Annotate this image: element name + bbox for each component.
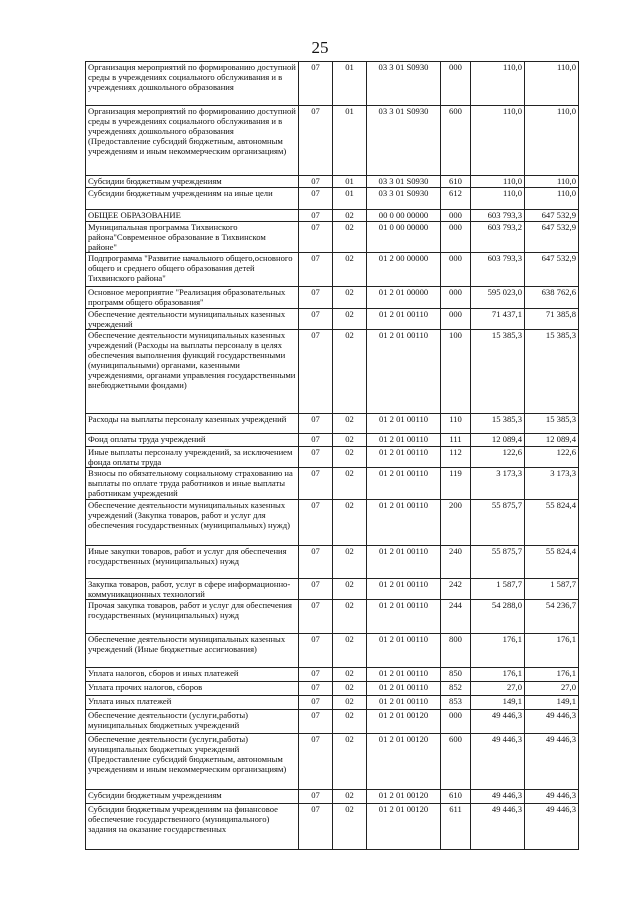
row-name: Уплата налогов, сборов и иных платежей <box>86 668 299 682</box>
row-name: Организация мероприятий по формированию доступной среды в учреждениях социального обслуживания и в учреждениях дошкольного образования <box>86 62 299 106</box>
row-target-item: 01 2 01 00110 <box>367 500 441 546</box>
row-amount-1: 110,0 <box>471 62 525 106</box>
row-amount-1: 49 446,3 <box>471 734 525 790</box>
row-section: 07 <box>299 210 333 222</box>
row-amount-1: 15 385,3 <box>471 330 525 414</box>
row-subsection: 02 <box>333 447 367 468</box>
row-target-item: 01 2 01 00110 <box>367 682 441 696</box>
table-row <box>86 434 579 447</box>
row-expense-type: 200 <box>441 500 471 546</box>
row-expense-type: 244 <box>441 600 471 634</box>
row-target-item: 01 2 01 00000 <box>367 287 441 309</box>
row-section: 07 <box>299 600 333 634</box>
row-subsection: 02 <box>333 710 367 734</box>
row-target-item: 01 2 01 00120 <box>367 790 441 804</box>
row-subsection: 02 <box>333 434 367 447</box>
row-expense-type: 611 <box>441 804 471 850</box>
row-amount-2: 176,1 <box>525 634 579 668</box>
row-target-item: 01 2 01 00110 <box>367 447 441 468</box>
row-name: Обеспечение деятельности муниципальных казенных учреждений (Иные бюджетные ассигнования) <box>86 634 299 668</box>
row-amount-1: 71 437,1 <box>471 309 525 330</box>
row-target-item: 01 2 01 00110 <box>367 546 441 579</box>
row-target-item: 01 2 01 00110 <box>367 468 441 500</box>
row-name: Основное мероприятие "Реализация образовательных программ общего образования" <box>86 287 299 309</box>
row-subsection: 02 <box>333 330 367 414</box>
row-name: Иные выплаты персоналу учреждений, за исключением фонда оплаты труда <box>86 447 299 468</box>
table-row <box>86 734 579 790</box>
row-subsection: 01 <box>333 62 367 106</box>
row-expense-type: 110 <box>441 414 471 434</box>
row-name: Обеспечение деятельности муниципальных казенных учреждений <box>86 309 299 330</box>
row-subsection: 02 <box>333 309 367 330</box>
row-subsection: 02 <box>333 253 367 287</box>
row-amount-2: 12 089,4 <box>525 434 579 447</box>
row-subsection: 02 <box>333 287 367 309</box>
row-target-item: 01 2 01 00120 <box>367 734 441 790</box>
row-expense-type: 612 <box>441 188 471 210</box>
row-amount-1: 49 446,3 <box>471 710 525 734</box>
row-subsection: 02 <box>333 579 367 600</box>
row-amount-2: 647 532,9 <box>525 253 579 287</box>
row-subsection: 02 <box>333 790 367 804</box>
row-subsection: 02 <box>333 222 367 253</box>
table-row <box>86 222 579 253</box>
row-amount-2: 49 446,3 <box>525 790 579 804</box>
row-amount-2: 49 446,3 <box>525 804 579 850</box>
table-row <box>86 176 579 188</box>
table-row <box>86 468 579 500</box>
row-section: 07 <box>299 447 333 468</box>
row-target-item: 03 3 01 S0930 <box>367 176 441 188</box>
row-target-item: 01 2 01 00110 <box>367 330 441 414</box>
row-amount-2: 55 824,4 <box>525 500 579 546</box>
row-section: 07 <box>299 790 333 804</box>
table-row <box>86 253 579 287</box>
row-target-item: 01 2 01 00110 <box>367 579 441 600</box>
table-row <box>86 500 579 546</box>
row-section: 07 <box>299 546 333 579</box>
row-subsection: 02 <box>333 734 367 790</box>
table-row <box>86 62 579 106</box>
row-amount-2: 3 173,3 <box>525 468 579 500</box>
row-amount-1: 603 793,3 <box>471 210 525 222</box>
row-target-item: 00 0 00 00000 <box>367 210 441 222</box>
row-amount-2: 110,0 <box>525 188 579 210</box>
table-row <box>86 696 579 710</box>
row-name: Субсидии бюджетным учреждениям на финансовое обеспечение государственного (муниципального) задания на оказание государственных <box>86 804 299 850</box>
row-expense-type: 000 <box>441 222 471 253</box>
row-amount-1: 110,0 <box>471 106 525 176</box>
row-section: 07 <box>299 188 333 210</box>
row-amount-1: 15 385,3 <box>471 414 525 434</box>
row-section: 07 <box>299 287 333 309</box>
row-target-item: 03 3 01 S0930 <box>367 106 441 176</box>
row-expense-type: 610 <box>441 176 471 188</box>
row-amount-1: 110,0 <box>471 188 525 210</box>
table-row <box>86 682 579 696</box>
row-section: 07 <box>299 500 333 546</box>
row-name: ОБЩЕЕ ОБРАЗОВАНИЕ <box>86 210 299 222</box>
row-subsection: 02 <box>333 634 367 668</box>
row-target-item: 01 2 01 00110 <box>367 668 441 682</box>
row-expense-type: 850 <box>441 668 471 682</box>
row-amount-2: 176,1 <box>525 668 579 682</box>
row-name: Подпрограмма "Развитие начального общего,основного общего и среднего общего образования детей Тихвинского района" <box>86 253 299 287</box>
row-expense-type: 111 <box>441 434 471 447</box>
row-section: 07 <box>299 434 333 447</box>
row-subsection: 02 <box>333 600 367 634</box>
row-target-item: 01 2 01 00120 <box>367 710 441 734</box>
page-number: 25 <box>311 38 329 57</box>
row-target-item: 01 2 01 00110 <box>367 309 441 330</box>
row-target-item: 03 3 01 S0930 <box>367 62 441 106</box>
row-name: Муниципальная программа Тихвинского района"Современное образование в Тихвинском районе" <box>86 222 299 253</box>
row-section: 07 <box>299 222 333 253</box>
row-expense-type: 119 <box>441 468 471 500</box>
row-name: Взносы по обязательному социальному страхованию на выплаты по оплате труда работников и иные выплаты работникам учреждений <box>86 468 299 500</box>
table-row <box>86 106 579 176</box>
row-amount-1: 49 446,3 <box>471 790 525 804</box>
row-section: 07 <box>299 710 333 734</box>
row-amount-2: 1 587,7 <box>525 579 579 600</box>
row-amount-2: 27,0 <box>525 682 579 696</box>
row-subsection: 02 <box>333 546 367 579</box>
row-name: Субсидии бюджетным учреждениям <box>86 176 299 188</box>
row-subsection: 02 <box>333 668 367 682</box>
row-section: 07 <box>299 668 333 682</box>
row-expense-type: 853 <box>441 696 471 710</box>
row-section: 07 <box>299 579 333 600</box>
row-amount-2: 647 532,9 <box>525 210 579 222</box>
row-amount-1: 603 793,2 <box>471 222 525 253</box>
row-target-item: 01 2 01 00110 <box>367 634 441 668</box>
row-amount-2: 110,0 <box>525 106 579 176</box>
table-row <box>86 804 579 850</box>
row-amount-2: 71 385,8 <box>525 309 579 330</box>
row-name: Уплата иных платежей <box>86 696 299 710</box>
row-name: Иные закупки товаров, работ и услуг для обеспечения государственных (муниципальных) нужд <box>86 546 299 579</box>
table-row <box>86 309 579 330</box>
row-expense-type: 000 <box>441 287 471 309</box>
row-name: Прочая закупка товаров, работ и услуг для обеспечения государственных (муниципальных) нужд <box>86 600 299 634</box>
row-expense-type: 800 <box>441 634 471 668</box>
row-section: 07 <box>299 804 333 850</box>
row-subsection: 02 <box>333 500 367 546</box>
budget-table <box>85 61 579 850</box>
row-amount-1: 110,0 <box>471 176 525 188</box>
row-name: Фонд оплаты труда учреждений <box>86 434 299 447</box>
row-section: 07 <box>299 682 333 696</box>
row-target-item: 01 2 01 00120 <box>367 804 441 850</box>
row-amount-1: 49 446,3 <box>471 804 525 850</box>
row-expense-type: 000 <box>441 210 471 222</box>
row-amount-2: 55 824,4 <box>525 546 579 579</box>
row-amount-2: 110,0 <box>525 176 579 188</box>
row-section: 07 <box>299 468 333 500</box>
row-amount-1: 603 793,3 <box>471 253 525 287</box>
table-row <box>86 188 579 210</box>
row-amount-1: 55 875,7 <box>471 546 525 579</box>
row-expense-type: 100 <box>441 330 471 414</box>
row-section: 07 <box>299 634 333 668</box>
row-amount-1: 176,1 <box>471 668 525 682</box>
row-expense-type: 112 <box>441 447 471 468</box>
row-name: Обеспечение деятельности муниципальных казенных учреждений (Расходы на выплаты персоналу в целях обеспечения выполнения функций государственными (муниципальными) органами, казенными учреждениями, органами управления государственными внебюджетными фондами) <box>86 330 299 414</box>
row-amount-1: 176,1 <box>471 634 525 668</box>
row-amount-1: 54 288,0 <box>471 600 525 634</box>
row-target-item: 01 2 01 00110 <box>367 600 441 634</box>
row-expense-type: 000 <box>441 62 471 106</box>
row-amount-1: 1 587,7 <box>471 579 525 600</box>
row-target-item: 01 2 00 00000 <box>367 253 441 287</box>
table-row <box>86 668 579 682</box>
row-amount-1: 12 089,4 <box>471 434 525 447</box>
row-target-item: 01 0 00 00000 <box>367 222 441 253</box>
row-section: 07 <box>299 62 333 106</box>
row-section: 07 <box>299 106 333 176</box>
row-subsection: 02 <box>333 414 367 434</box>
table-row <box>86 710 579 734</box>
row-name: Организация мероприятий по формированию доступной среды в учреждениях социального обслуживания и в учреждениях дошкольного образования (Предоставление субсидий бюджетным, автономным учреждениям и иным некоммерческим организациям) <box>86 106 299 176</box>
row-amount-2: 110,0 <box>525 62 579 106</box>
row-name: Обеспечение деятельности (услуги,работы) муниципальных бюджетных учреждений <box>86 710 299 734</box>
row-section: 07 <box>299 176 333 188</box>
row-target-item: 01 2 01 00110 <box>367 414 441 434</box>
row-section: 07 <box>299 330 333 414</box>
row-amount-2: 638 762,6 <box>525 287 579 309</box>
row-section: 07 <box>299 414 333 434</box>
row-target-item: 03 3 01 S0930 <box>367 188 441 210</box>
table-row <box>86 414 579 434</box>
row-amount-1: 3 173,3 <box>471 468 525 500</box>
row-subsection: 02 <box>333 682 367 696</box>
table-row <box>86 330 579 414</box>
row-amount-1: 55 875,7 <box>471 500 525 546</box>
row-target-item: 01 2 01 00110 <box>367 696 441 710</box>
row-amount-1: 27,0 <box>471 682 525 696</box>
row-section: 07 <box>299 309 333 330</box>
row-amount-2: 15 385,3 <box>525 330 579 414</box>
table-row <box>86 210 579 222</box>
row-expense-type: 852 <box>441 682 471 696</box>
row-amount-2: 122,6 <box>525 447 579 468</box>
row-name: Обеспечение деятельности (услуги,работы) муниципальных бюджетных учреждений (Предоставление субсидий бюджетным, автономным учреждениям и иным некоммерческим организациям) <box>86 734 299 790</box>
row-section: 07 <box>299 253 333 287</box>
row-subsection: 02 <box>333 468 367 500</box>
row-section: 07 <box>299 696 333 710</box>
row-name: Уплата прочих налогов, сборов <box>86 682 299 696</box>
row-amount-2: 149,1 <box>525 696 579 710</box>
table-row <box>86 287 579 309</box>
row-name: Субсидии бюджетным учреждениям <box>86 790 299 804</box>
table-row <box>86 790 579 804</box>
row-amount-2: 15 385,3 <box>525 414 579 434</box>
row-amount-1: 149,1 <box>471 696 525 710</box>
row-amount-2: 54 236,7 <box>525 600 579 634</box>
row-expense-type: 610 <box>441 790 471 804</box>
table-row <box>86 600 579 634</box>
row-expense-type: 600 <box>441 106 471 176</box>
row-subsection: 02 <box>333 696 367 710</box>
row-subsection: 02 <box>333 804 367 850</box>
row-expense-type: 600 <box>441 734 471 790</box>
row-name: Закупка товаров, работ, услуг в сфере информационно-коммуникационных технологий <box>86 579 299 600</box>
row-name: Расходы на выплаты персоналу казенных учреждений <box>86 414 299 434</box>
row-subsection: 01 <box>333 176 367 188</box>
row-target-item: 01 2 01 00110 <box>367 434 441 447</box>
row-amount-1: 122,6 <box>471 447 525 468</box>
row-section: 07 <box>299 734 333 790</box>
row-amount-2: 49 446,3 <box>525 710 579 734</box>
table-row <box>86 447 579 468</box>
row-amount-2: 647 532,9 <box>525 222 579 253</box>
row-amount-1: 595 023,0 <box>471 287 525 309</box>
row-subsection: 01 <box>333 106 367 176</box>
row-expense-type: 000 <box>441 309 471 330</box>
table-row <box>86 546 579 579</box>
row-name: Обеспечение деятельности муниципальных казенных учреждений (Закупка товаров, работ и услуг для обеспечения государственных (муниципальных) нужд) <box>86 500 299 546</box>
row-expense-type: 000 <box>441 710 471 734</box>
row-expense-type: 240 <box>441 546 471 579</box>
table-row <box>86 634 579 668</box>
row-subsection: 01 <box>333 188 367 210</box>
row-expense-type: 242 <box>441 579 471 600</box>
row-amount-2: 49 446,3 <box>525 734 579 790</box>
row-name: Субсидии бюджетным учреждениям на иные цели <box>86 188 299 210</box>
table-row <box>86 579 579 600</box>
row-subsection: 02 <box>333 210 367 222</box>
row-expense-type: 000 <box>441 253 471 287</box>
